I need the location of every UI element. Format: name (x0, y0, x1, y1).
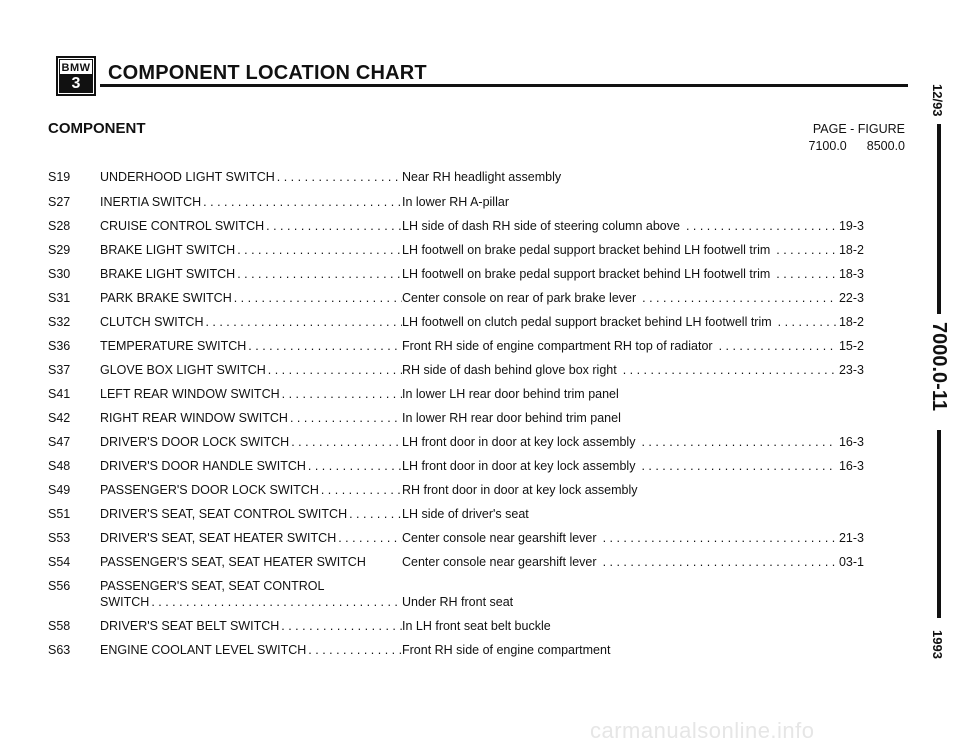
component-code: S54 (48, 555, 71, 569)
table-row (48, 411, 864, 426)
bmw-3-series-logo (56, 56, 96, 96)
table-row (48, 387, 864, 402)
page-figure-values (760, 138, 905, 155)
component-location: In LH front seat belt buckle (402, 619, 551, 633)
component-code: S63 (48, 643, 71, 657)
side-bar-top (937, 124, 941, 314)
page-title: COMPONENT LOCATION CHART (108, 62, 427, 84)
component-name: CRUISE CONTROL SWITCH (100, 219, 265, 233)
component-name: INERTIA SWITCH (100, 195, 202, 209)
component-name: BRAKE LIGHT SWITCH (100, 243, 236, 257)
component-code: S30 (48, 267, 71, 281)
component-code: S53 (48, 531, 71, 545)
side-year: 1993 (930, 630, 945, 659)
component-code: S31 (48, 291, 71, 305)
component-name: RIGHT REAR WINDOW SWITCH (100, 411, 288, 425)
component-code: S28 (48, 219, 71, 233)
component-code: S32 (48, 315, 71, 329)
title-rule (100, 84, 908, 87)
component-name: DRIVER'S SEAT, SEAT CONTROL SWITCH (100, 507, 348, 521)
component-name: DRIVER'S SEAT BELT SWITCH (100, 619, 280, 633)
component-code: S58 (48, 619, 71, 633)
component-location: In lower RH A-pillar (402, 195, 509, 209)
component-code: S48 (48, 459, 71, 473)
component-location: Center console near gearshift lever (402, 555, 597, 569)
component-name: DRIVER'S DOOR LOCK SWITCH (100, 435, 290, 449)
table-row (48, 579, 864, 594)
component-name: BRAKE LIGHT SWITCH (100, 267, 236, 281)
side-page-number: 7000.0-11 (928, 322, 950, 411)
component-figure: 03-1 (838, 555, 864, 569)
component-code: S36 (48, 339, 71, 353)
component-location: LH front door in door at key lock assembly (402, 459, 636, 473)
side-bar-bottom (937, 430, 941, 618)
component-code: S51 (48, 507, 71, 521)
component-code: S37 (48, 363, 71, 377)
component-name: DRIVER'S SEAT, SEAT HEATER SWITCH (100, 531, 337, 545)
table-row-continuation (48, 595, 864, 610)
component-figure: 22-3 (838, 291, 864, 305)
component-name: CLUTCH SWITCH (100, 315, 204, 329)
component-location: LH side of dash RH side of steering column above (402, 219, 680, 233)
table-row (48, 459, 864, 474)
component-location: RH front door in door at key lock assembly (402, 483, 638, 497)
component-location: LH footwell on brake pedal support bracket behind LH footwell trim (402, 243, 771, 257)
component-code: S49 (48, 483, 71, 497)
component-location: LH side of driver's seat (402, 507, 529, 521)
component-location: Front RH side of engine compartment (402, 643, 611, 657)
table-row (48, 435, 864, 450)
component-figure: 16-3 (838, 435, 864, 449)
component-figure: 21-3 (838, 531, 864, 545)
component-figure: 18-3 (838, 267, 864, 281)
component-location: LH footwell on brake pedal support bracket behind LH footwell trim (402, 267, 771, 281)
component-figure: 15-2 (838, 339, 864, 353)
component-location: In lower RH rear door behind trim panel (402, 411, 621, 425)
component-code: S42 (48, 411, 71, 425)
table-row (48, 619, 864, 634)
component-figure: 23-3 (838, 363, 864, 377)
component-code: S47 (48, 435, 71, 449)
component-code: S29 (48, 243, 71, 257)
component-location: In lower LH rear door behind trim panel (402, 387, 619, 401)
component-name: PASSENGER'S DOOR LOCK SWITCH (100, 483, 319, 497)
component-location: Under RH front seat (402, 595, 514, 609)
component-location: RH side of dash behind glove box right (402, 363, 617, 377)
component-location: LH footwell on clutch pedal support bracket behind LH footwell trim (402, 315, 772, 329)
component-name: TEMPERATURE SWITCH (100, 339, 247, 353)
table-row (48, 363, 864, 378)
component-code: S56 (48, 579, 71, 593)
component-code: S41 (48, 387, 71, 401)
component-name: UNDERHOOD LIGHT SWITCH (100, 170, 275, 184)
component-figure: 18-2 (838, 243, 864, 257)
component-location: Near RH headlight assembly (402, 170, 562, 184)
component-name: GLOVE BOX LIGHT SWITCH (100, 363, 266, 377)
component-name: ENGINE COOLANT LEVEL SWITCH (100, 643, 307, 657)
table-row (48, 339, 864, 354)
component-name: PASSENGER'S SEAT, SEAT HEATER SWITCH (100, 555, 366, 569)
component-figure: 16-3 (838, 459, 864, 473)
component-location: LH front door in door at key lock assembly (402, 435, 636, 449)
component-figure: 18-2 (838, 315, 864, 329)
table-row (48, 531, 864, 546)
table-row (48, 291, 864, 306)
component-name: DRIVER'S DOOR HANDLE SWITCH (100, 459, 306, 473)
component-name: LEFT REAR WINDOW SWITCH (100, 387, 280, 401)
component-code: S19 (48, 170, 71, 184)
table-row (48, 170, 864, 185)
page-value: 7100.0 (808, 139, 847, 153)
table-row (48, 555, 864, 570)
table-row (48, 219, 864, 234)
logo-series: 3 (59, 74, 93, 93)
component-location: Center console near gearshift lever (402, 531, 597, 545)
side-date: 12/93 (930, 84, 945, 117)
watermark: carmanualsonline.info (590, 718, 815, 743)
component-location: Front RH side of engine compartment RH top of radiator (402, 339, 713, 353)
component-code: S27 (48, 195, 71, 209)
page-figure-heading (760, 121, 905, 155)
page-figure-label: PAGE - FIGURE (812, 122, 905, 136)
table-row (48, 243, 864, 258)
table-row (48, 267, 864, 282)
table-row (48, 507, 864, 522)
component-name: SWITCH (100, 595, 150, 609)
component-figure: 19-3 (838, 219, 864, 233)
logo-brand: BMW (59, 59, 93, 75)
table-row (48, 483, 864, 498)
table-row (48, 643, 864, 658)
component-name: PARK BRAKE SWITCH (100, 291, 232, 305)
component-location: Center console on rear of park brake lever (402, 291, 637, 305)
component-column-heading: COMPONENT (48, 120, 146, 137)
component-name-line1: PASSENGER'S SEAT, SEAT CONTROL (100, 579, 325, 593)
table-row (48, 195, 864, 210)
table-row (48, 315, 864, 330)
figure-value: 8500.0 (866, 139, 905, 153)
